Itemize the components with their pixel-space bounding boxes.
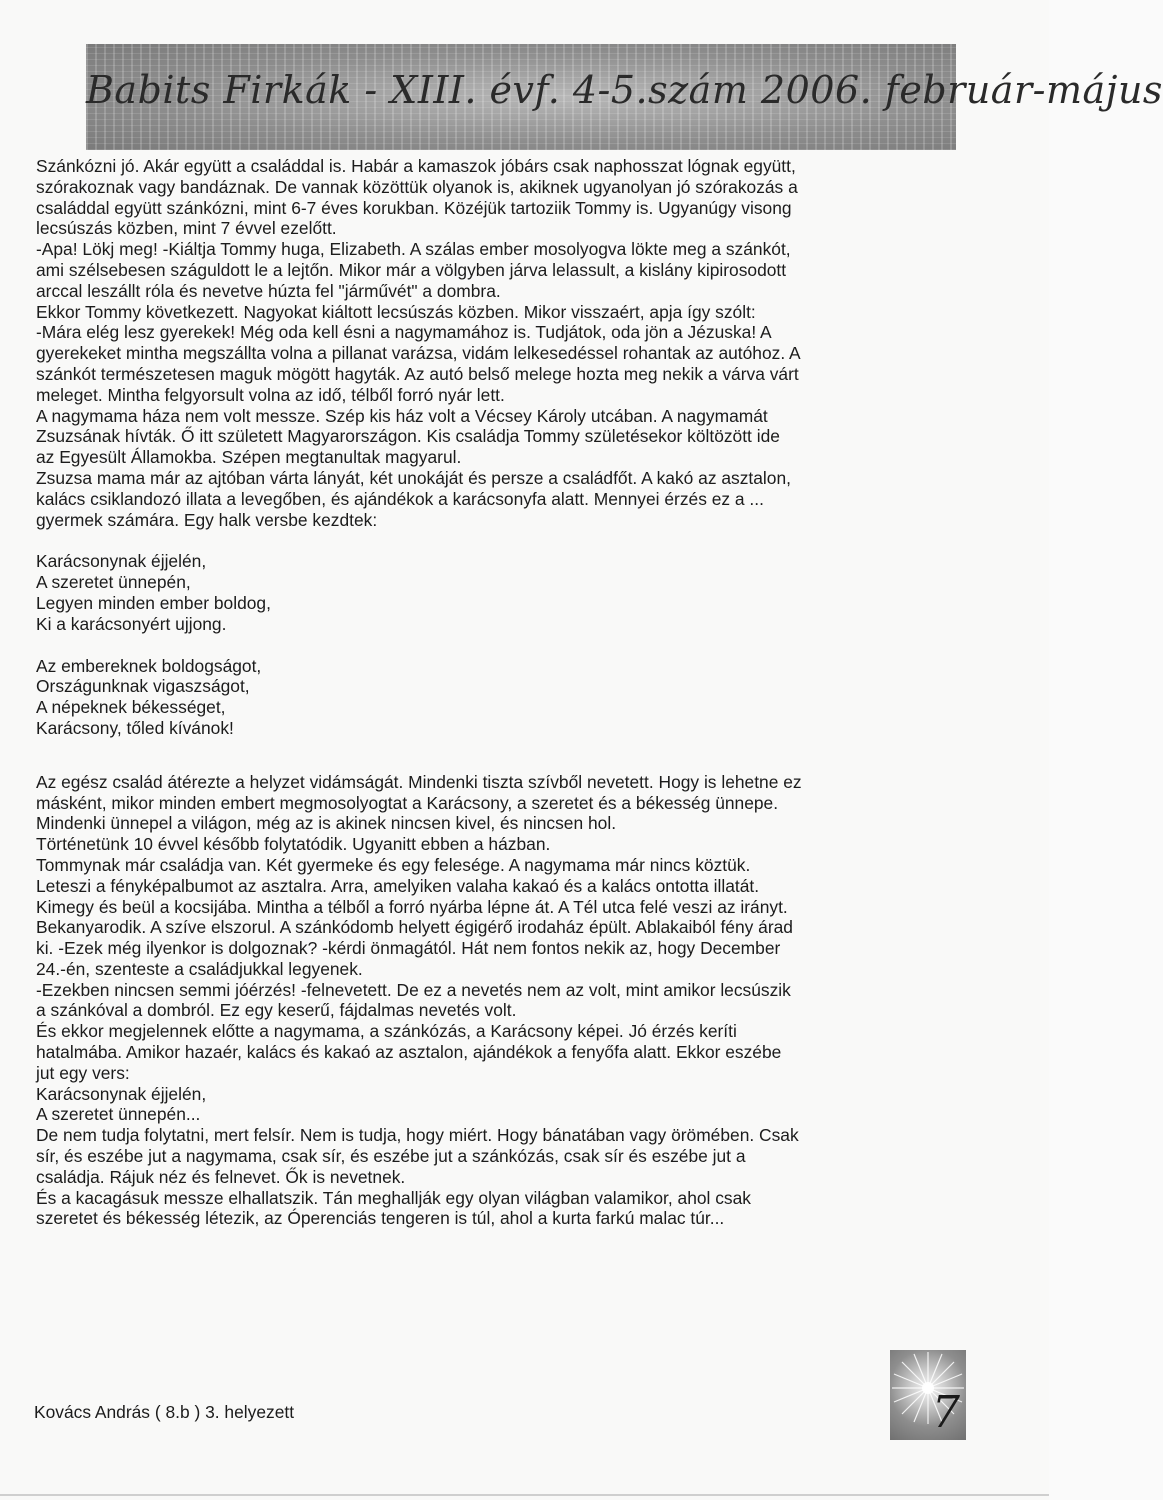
poem-line: Országunknak vigaszságot, <box>36 676 250 697</box>
text-line: 24.-én, szenteste a családjukkal legyenek. <box>36 958 363 979</box>
text-line: Karácsonynak éjjelén, <box>36 1083 207 1104</box>
text-line: Kimegy és beül a kocsijába. Mintha a télből a forró nyárba lépne át. A Tél utca felé veszi az irányt. <box>36 896 788 917</box>
poem-line: Ki a karácsonyért ujjong. <box>36 613 227 634</box>
text-line: gyerekeket mintha megszállta volna a pillanat varázsa, vidám lelkesedéssel rohantak az autóhoz. A <box>36 343 801 364</box>
text-line: családdal együtt szánkózni, mint 6-7 éves korukban. Közéjük tartoziik Tommy is. Ugyanúgy visong <box>36 197 792 218</box>
text-line: ami szélsebesen száguldott le a lejtőn. Mikor már a völgyben járva lelassult, a kislány kipirosodott <box>36 259 787 280</box>
poem-line: Karácsonynak éjjelén, <box>36 551 207 572</box>
poem-line: Karácsony, tőled kívánok! <box>36 717 234 738</box>
text-line: meleget. Mintha felgyorsult volna az idő, télből forró nyár lett. <box>36 384 505 405</box>
poem-line: Legyen minden ember boldog, <box>36 592 271 613</box>
text-line: másként, mikor minden embert megmosolyogtat a Karácsony, a szeretet és a békesség ünnepe. <box>36 792 779 813</box>
text-line: hatalmába. Amikor hazaér, kalács és kakaó az asztalon, ajándékok a fenyőfa alatt. Ekkor eszébe <box>36 1042 782 1063</box>
header-title: Babits Firkák - XIII. évf. 4-5.szám 2006. február-május <box>86 68 1163 112</box>
text-line: -Ezekben nincsen semmi jóérzés! -felnevetett. De ez a nevetés nem az volt, mint amikor lecsúszik <box>36 979 791 1000</box>
text-line: Zsuzsának hívták. Ő itt született Magyarországon. Kis családja Tommy születésekor költözött ide <box>36 426 780 447</box>
poem-line: A népeknek békességet, <box>36 697 226 718</box>
text-line: a szánkóval a dombról. Ez egy keserű, fájdalmas nevetés volt. <box>36 1000 517 1021</box>
text-line: Az egész család átérezte a helyzet vidámságát. Mindenki tiszta szívből nevetett. Hogy is lehetne ez <box>36 771 802 792</box>
story-continuation <box>36 772 986 1230</box>
spacer <box>36 635 986 656</box>
text-line: Mindenki ünnepel a világon, még az is akinek nincsen kivel, és nincsen hol. <box>36 813 617 834</box>
text-line: Zsuzsa mama már az ajtóban várta lányát, két unokáját és persze a családfőt. A kakó az asztalon, <box>36 467 791 488</box>
text-line: -Apa! Lökj meg! -Kiáltja Tommy huga, Elizabeth. A szálas ember mosolyogva lökte meg a szánkót, <box>36 239 791 260</box>
spacer <box>36 739 986 772</box>
text-line: gyermek számára. Egy halk versbe kezdtek: <box>36 509 378 530</box>
text-line: lecsúszás közben, mint 7 évvel ezelőtt. <box>36 218 337 239</box>
text-line: És ekkor megjelennek előtte a nagymama, a szánkózás, a Karácsony képei. Jó érzés keríti <box>36 1021 737 1042</box>
text-line: Bekanyarodik. A szíve elszorul. A szánkódomb helyett égigérő irodaház épült. Ablakaiból fény árad <box>36 917 793 938</box>
text-line: arccal leszállt róla és nevetve húzta fel "járművét" a dombra. <box>36 280 501 301</box>
story-intro <box>36 156 986 530</box>
text-line: családja. Rájuk néz és felnevet. Ők is nevetnek. <box>36 1166 406 1187</box>
page-number-box <box>890 1350 966 1440</box>
text-line: az Egyesült Államokba. Szépen megtanultak magyarul. <box>36 447 462 468</box>
text-line: A szeretet ünnepén... <box>36 1104 201 1125</box>
page-edge <box>0 1494 1049 1496</box>
story-body <box>36 156 986 1229</box>
text-line: sír, és eszébe jut a nagymama, csak sír, és eszébe jut a szánkózás, csak sír és eszébe jut a <box>36 1146 746 1167</box>
text-line: -Mára elég lesz gyerekek! Még oda kell ésni a nagymamához is. Tudjátok, oda jön a Jézuska! A <box>36 322 772 343</box>
text-line: Leteszi a fényképalbumot az asztalra. Arra, amelyiken valaha kakaó és a kalács ontotta illatát. <box>36 875 760 896</box>
text-line: jut egy vers: <box>36 1062 130 1083</box>
text-line: De nem tudja folytatni, mert felsír. Nem is tudja, hogy miért. Hogy bánatában vagy örömében. Csak <box>36 1125 799 1146</box>
poem-line: A szeretet ünnepén, <box>36 572 191 593</box>
poem-stanza-1 <box>36 551 986 634</box>
header-banner <box>86 44 1163 150</box>
text-line: Ekkor Tommy következett. Nagyokat kiáltott lecsúszás közben. Mikor visszaért, apja így szólt: <box>36 301 756 322</box>
text-line: A nagymama háza nem volt messze. Szép kis ház volt a Vécsey Károly utcában. A nagymamát <box>36 405 768 426</box>
text-line: kalács csiklandozó illata a levegőben, és ajándékok a karácsonyfa alatt. Mennyei érzés ez a ... <box>36 488 764 509</box>
text-line: Történetünk 10 évvel később folytatódik. Ugyanitt ebben a házban. <box>36 834 551 855</box>
spacer <box>36 530 986 551</box>
text-line: szórakoznak vagy bandáznak. De vannak közöttük olyanok is, akiknek ugyanolyan jó szórakozás a <box>36 176 798 197</box>
text-line: Szánkózni jó. Akár együtt a családdal is. Habár a kamaszok jóbárs csak naphosszat lógnak együtt, <box>36 156 796 176</box>
poem-line: Az embereknek boldogságot, <box>36 655 262 676</box>
text-line: szeretet és békesség létezik, az Óperenciás tengeren is túl, ahol a kurta farkú malac túr... <box>36 1208 725 1229</box>
text-line: És a kacagásuk messze elhallatszik. Tán meghallják egy olyan világban valamikor, ahol csak <box>36 1187 751 1208</box>
page-number: 7 <box>932 1387 960 1438</box>
poem-stanza-2 <box>36 656 986 739</box>
text-line: ki. -Ezek még ilyenkor is dolgoznak? -kérdi önmagától. Hát nem fontos nekik az, hogy December <box>36 938 781 959</box>
author-credit: Kovács András ( 8.b ) 3. helyezett <box>34 1402 295 1422</box>
text-line: Tommynak már családja van. Két gyermeke és egy felesége. A nagymama már nincs köztük. <box>36 854 751 875</box>
text-line: szánkót természetesen maguk mögött hagyták. Az autó belső melege hozta meg nekik a várva várt <box>36 363 799 384</box>
